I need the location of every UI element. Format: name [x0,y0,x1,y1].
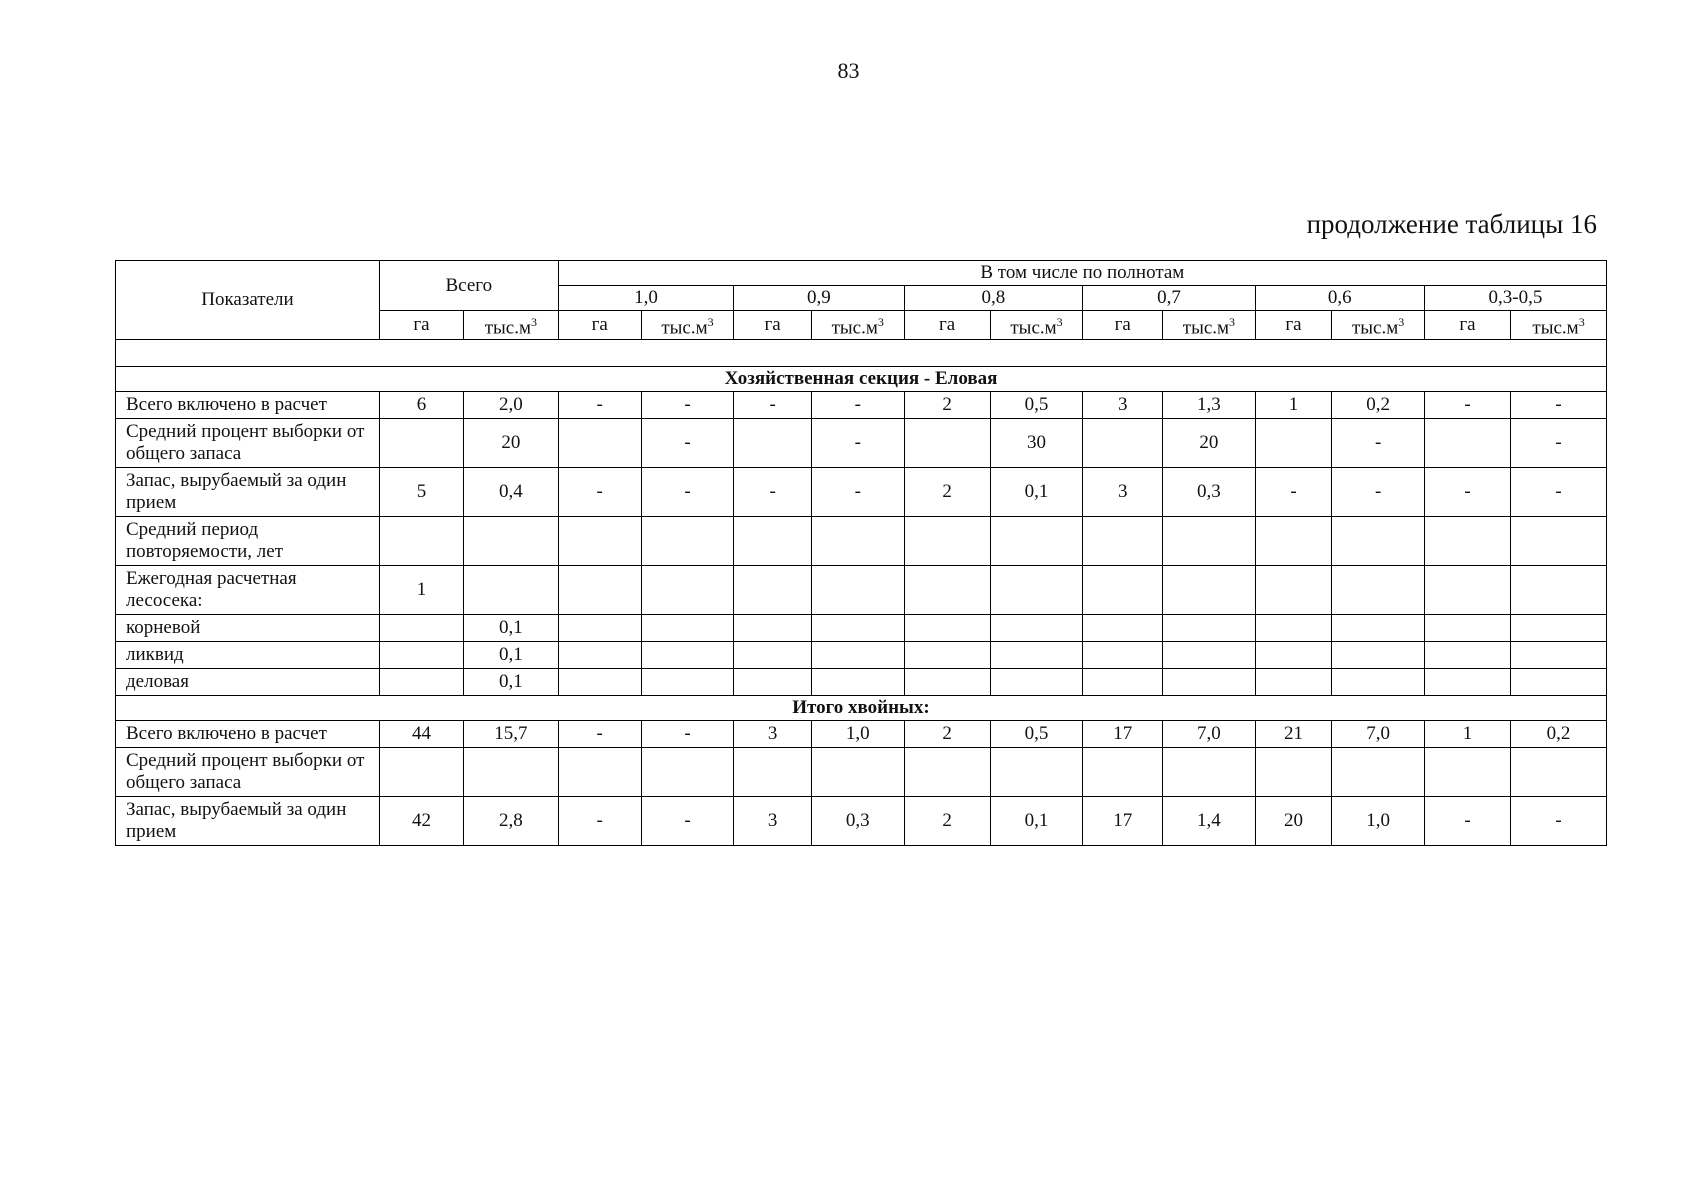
table-cell: 1 [379,566,463,615]
table-cell: 1,4 [1163,797,1256,846]
unit-volume-header [811,311,904,340]
unit-ha-header: га [558,311,641,340]
table-cell [734,615,812,642]
table-cell [734,517,812,566]
table-cell [1255,517,1332,566]
table-cell: 0,1 [463,615,558,642]
table-cell: 17 [1083,797,1163,846]
row-label: Запас, вырубаемый за один прием [116,797,380,846]
density-header: 0,3-0,5 [1424,286,1606,311]
table-row [116,419,1607,468]
unit-ha-header: га [734,311,812,340]
blank-cell [116,340,1607,367]
table-cell: 42 [379,797,463,846]
table-row [116,642,1607,669]
table-cell: 0,1 [463,669,558,696]
table-cell: - [1511,468,1607,517]
table-cell [811,566,904,615]
unit-volume-header [1332,311,1425,340]
table-cell [1332,517,1425,566]
table-cell [1332,566,1425,615]
table-cell [641,615,734,642]
table-cell [990,669,1083,696]
table-cell: 1 [1255,392,1332,419]
unit-volume-header [641,311,734,340]
table-cell: 0,4 [463,468,558,517]
table-cell: 2 [904,797,990,846]
table-cell [811,669,904,696]
unit-volume-exponent: 3 [1398,315,1405,329]
row-label: Всего включено в расчет [116,392,380,419]
section-title: Итого хвойных: [116,696,1607,721]
unit-volume-exponent: 3 [1056,315,1063,329]
table-continuation-title: продолжение таблицы 16 [1306,209,1597,239]
table-cell [1511,669,1607,696]
unit-volume-header [463,311,558,340]
table-cell: - [1332,419,1425,468]
table-cell [1255,748,1332,797]
table-cell: 5 [379,468,463,517]
table-cell: 1 [1424,721,1510,748]
table-cell [904,669,990,696]
table-cell: 6 [379,392,463,419]
table-cell [1332,642,1425,669]
unit-volume-exponent: 3 [877,315,884,329]
table-cell [990,642,1083,669]
table-cell: 3 [1083,392,1163,419]
table-cell [1332,669,1425,696]
table-cell [379,517,463,566]
table-cell: 44 [379,721,463,748]
table-cell: - [641,468,734,517]
unit-volume-exponent: 3 [1578,315,1585,329]
table-cell: 3 [734,721,812,748]
table-cell [558,517,641,566]
table-cell: - [734,392,812,419]
table-cell: - [558,797,641,846]
table-cell [1163,517,1256,566]
table-cell [811,748,904,797]
table-cell: 2 [904,468,990,517]
table-cell [990,615,1083,642]
table-cell [1255,615,1332,642]
table-cell [990,566,1083,615]
blank-row [116,340,1607,367]
table-cell: 3 [1083,468,1163,517]
table-cell [1163,566,1256,615]
table-cell [1424,419,1510,468]
table-cell [811,615,904,642]
forest-data-table [115,260,1607,846]
table-cell: 7,0 [1332,721,1425,748]
table-cell [811,517,904,566]
table-cell [1083,615,1163,642]
table-cell [641,669,734,696]
page-number: 83 [837,58,860,83]
unit-ha-header: га [904,311,990,340]
table-cell [1083,669,1163,696]
table-cell [463,748,558,797]
table-cell [558,566,641,615]
table-cell [641,642,734,669]
indicators-header: Показатели [116,261,380,340]
table-cell [641,748,734,797]
table-cell: - [1511,419,1607,468]
table-cell: 2,0 [463,392,558,419]
table-row [116,748,1607,797]
table-cell: 0,3 [1163,468,1256,517]
table-cell: 3 [734,797,812,846]
unit-volume-header [990,311,1083,340]
table-cell [904,566,990,615]
table-cell [1511,748,1607,797]
unit-ha-header: га [1255,311,1332,340]
table-cell [734,419,812,468]
unit-volume-exponent: 3 [1229,315,1236,329]
row-label: Средний процент выборки от общего запаса [116,419,380,468]
table-cell [734,642,812,669]
table-cell [379,419,463,468]
density-header: 0,9 [734,286,904,311]
table-cell: 0,1 [990,468,1083,517]
table-cell [1424,615,1510,642]
density-header: 0,7 [1083,286,1255,311]
table-cell: 0,1 [990,797,1083,846]
table-cell [379,669,463,696]
table-cell [558,615,641,642]
table-cell [734,669,812,696]
table-cell: 2 [904,392,990,419]
table-cell: - [811,392,904,419]
table-cell [734,566,812,615]
table-cell: 0,1 [463,642,558,669]
table-cell: - [1511,392,1607,419]
table-row [116,566,1607,615]
table-cell: 30 [990,419,1083,468]
table-cell: - [1255,468,1332,517]
unit-ha-header: га [1083,311,1163,340]
table-cell: 1,0 [1332,797,1425,846]
table-cell [1511,517,1607,566]
table-cell [379,748,463,797]
table-cell [1511,642,1607,669]
table-cell [1424,669,1510,696]
table-cell [1511,566,1607,615]
table-cell: - [558,392,641,419]
table-cell [904,419,990,468]
table-cell [1083,566,1163,615]
table-cell [1163,669,1256,696]
table-cell [1083,642,1163,669]
table-row [116,669,1607,696]
table-row [116,468,1607,517]
table-cell: 15,7 [463,721,558,748]
table-cell: 21 [1255,721,1332,748]
table-row [116,721,1607,748]
row-label: деловая [116,669,380,696]
table-cell: 1,3 [1163,392,1256,419]
table-cell [734,748,812,797]
unit-volume-text: тыс.м [661,317,708,339]
unit-volume-text: тыс.м [1532,317,1579,339]
table-cell: - [1424,468,1510,517]
row-label: Средний период повторяемости, лет [116,517,380,566]
unit-volume-exponent: 3 [530,315,537,329]
table-cell: 0,2 [1511,721,1607,748]
row-label: ликвид [116,642,380,669]
table-cell [904,615,990,642]
table-cell [1255,669,1332,696]
table-cell: 7,0 [1163,721,1256,748]
unit-volume-text: тыс.м [1351,317,1399,339]
table-cell [1255,566,1332,615]
table-cell: 2,8 [463,797,558,846]
table-cell: 0,5 [990,721,1083,748]
table-cell [558,669,641,696]
table-cell [379,615,463,642]
table-cell [463,517,558,566]
table-cell: - [734,468,812,517]
table-cell: - [811,419,904,468]
table-cell [1424,642,1510,669]
table-cell [811,642,904,669]
table-cell [1163,642,1256,669]
row-label: Средний процент выборки от общего запаса [116,748,380,797]
table-cell [558,419,641,468]
table-cell: 17 [1083,721,1163,748]
table-row [116,797,1607,846]
table-cell: 20 [1163,419,1256,468]
header-row-1 [116,261,1607,286]
table-cell [558,748,641,797]
table-cell [1083,748,1163,797]
density-header: 0,6 [1255,286,1424,311]
unit-volume-exponent: 3 [707,315,714,329]
table-cell: - [1511,797,1607,846]
unit-volume-text: тыс.м [831,317,878,339]
table-cell [1163,748,1256,797]
row-label: Всего включено в расчет [116,721,380,748]
table-cell [904,642,990,669]
table-cell: 0,3 [811,797,904,846]
row-label: Ежегодная расчетная лесосека: [116,566,380,615]
table-cell: - [558,721,641,748]
row-label: корневой [116,615,380,642]
table-cell: 20 [463,419,558,468]
section-row [116,696,1607,721]
table-cell [1255,642,1332,669]
section-title: Хозяйственная секция - Еловая [116,367,1607,392]
table-cell: - [641,392,734,419]
table-cell: - [1424,797,1510,846]
table-cell [1083,419,1163,468]
unit-ha-header: га [379,311,463,340]
unit-ha-header: га [1424,311,1510,340]
table-cell [1511,615,1607,642]
unit-volume-header [1163,311,1256,340]
table-cell: 1,0 [811,721,904,748]
table-cell [1255,419,1332,468]
section-row [116,367,1607,392]
unit-volume-text: тыс.м [1182,317,1230,339]
table-cell: - [1332,468,1425,517]
table-cell: - [811,468,904,517]
table-cell [1424,517,1510,566]
density-header: 0,8 [904,286,1083,311]
table-cell: 0,5 [990,392,1083,419]
table-cell: - [558,468,641,517]
table-cell [558,642,641,669]
table-cell: - [641,797,734,846]
table-row [116,517,1607,566]
table-cell: 20 [1255,797,1332,846]
density-header: 1,0 [558,286,734,311]
table-row [116,392,1607,419]
table-cell: - [641,419,734,468]
unit-volume-text: тыс.м [1010,317,1057,339]
table-cell [990,748,1083,797]
table-cell [1424,748,1510,797]
table-cell: 0,2 [1332,392,1425,419]
table-cell [904,748,990,797]
table-cell: - [1424,392,1510,419]
table-cell: 2 [904,721,990,748]
table-cell [641,517,734,566]
table-cell: - [641,721,734,748]
table-cell [990,517,1083,566]
table-cell [1163,615,1256,642]
table-cell [1083,517,1163,566]
table-cell [379,642,463,669]
table-cell [463,566,558,615]
by-density-header: В том числе по полнотам [558,261,1606,286]
row-label: Запас, вырубаемый за один прием [116,468,380,517]
table-cell [641,566,734,615]
table-cell [1332,748,1425,797]
total-header: Всего [379,261,558,311]
table-cell [1332,615,1425,642]
table-cell [1424,566,1510,615]
table-row [116,615,1607,642]
unit-volume-text: тыс.м [484,317,531,339]
table-cell [904,517,990,566]
unit-volume-header [1511,311,1607,340]
